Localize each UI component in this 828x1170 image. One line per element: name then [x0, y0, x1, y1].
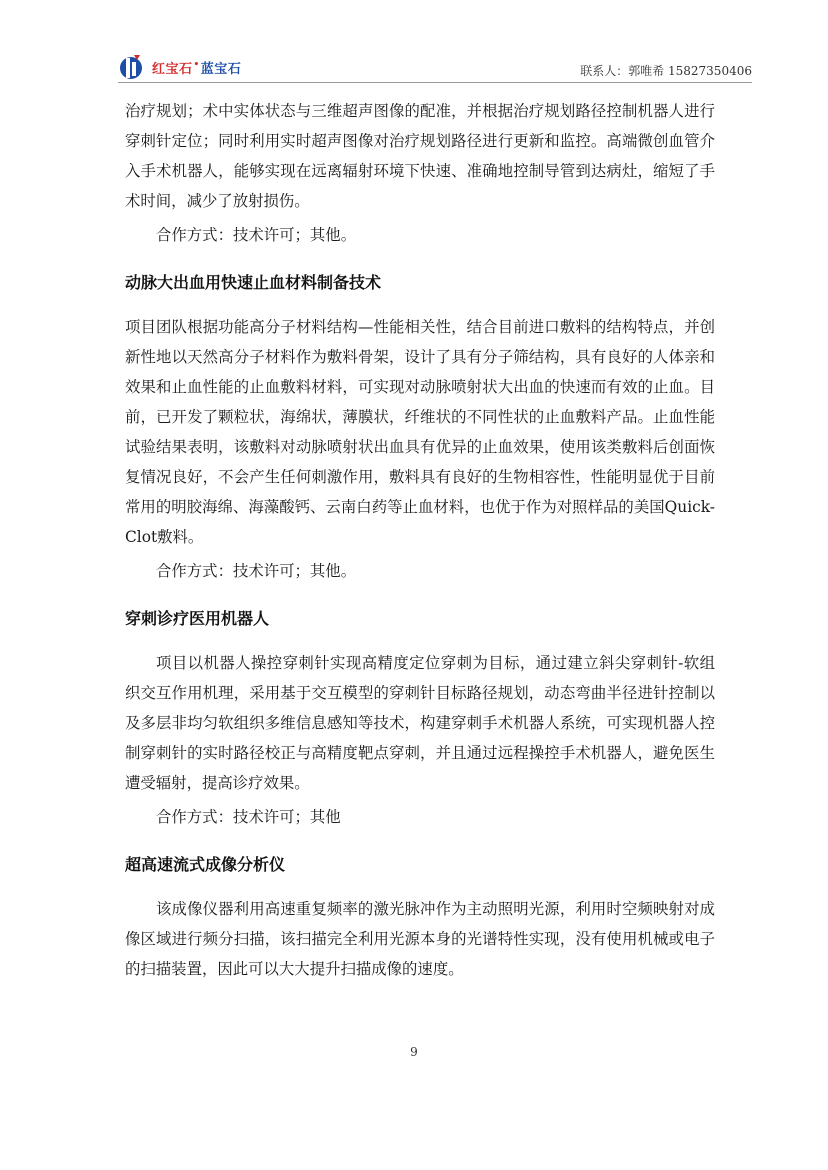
section-title-hemostatic: 动脉大出血用快速止血材料制备技术 — [125, 273, 382, 292]
company-logo — [118, 52, 241, 82]
header-divider — [118, 82, 752, 83]
puncture-paragraph: 项目以机器人操控穿刺针实现高精度定位穿刺为目标，通过建立斜尖穿刺针-软组织交互作用机理，采用基于交互模型的穿刺针目标路径规划，动态弯曲半径进针控制以及多层非均匀软组织多维信息感知等技术，构建穿刺手术机器人系统，可实现机器人控制穿刺针的实时路径校正与高精度靶点穿刺，并且通过远程操控手术机器人，避免医生遭受辐射，提高诊疗效果。 — [125, 654, 715, 792]
page-content — [125, 96, 715, 984]
logo-text-blue: 蓝宝石 — [200, 61, 242, 77]
hemostatic-cooperation: 合作方式：技术许可；其他。 — [156, 562, 357, 580]
logo-text — [152, 58, 241, 77]
page-number: 9 — [410, 1045, 418, 1059]
logo-text-red: 红宝石 — [152, 61, 193, 77]
contact-info: 联系人：郭唯希 15827350406 — [580, 64, 752, 78]
puncture-cooperation: 合作方式：技术许可；其他 — [156, 808, 341, 826]
imaging-paragraph: 该成像仪器利用高速重复频率的激光脉冲作为主动照明光源，利用时空频映射对成像区域进行频分扫描，该扫描完全利用光源本身的光谱特性实现，没有使用机械或电子的扫描装置，因此可以大大提升扫描成像的速度。 — [125, 900, 715, 978]
ruby-sapphire-logo-icon — [118, 53, 148, 81]
logo-dot: • — [193, 60, 200, 71]
section-title-imaging: 超高速流式成像分析仪 — [125, 855, 286, 874]
intro-paragraph: 治疗规划；术中实体状态与三维超声图像的配准，并根据治疗规划路径控制机器人进行穿刺针定位；同时利用实时超声图像对治疗规划路径进行更新和监控。高端微创血管介入手术机器人，能够实现在远离辐射环境下快速、准确地控制导管到达病灶，缩短了手术时间，减少了放射损伤。 — [125, 102, 715, 210]
hemostatic-paragraph: 项目团队根据功能高分子材料结构—性能相关性，结合目前进口敷料的结构特点，并创新性地以天然高分子材料作为敷料骨架，设计了具有分子筛结构，具有良好的人体亲和效果和止血性能的止血敷料材料，可实现对动脉喷射状大出血的快速而有效的止血。目前，已开发了颗粒状，海绵状，薄膜状，纤维状的不同性状的止血敷料产品。止血性能试验结果表明，该敷料对动脉喷射状出血具有优异的止血效果，使用该类敷料后创面恢复情况良好，不会产生任何刺激作用，敷料具有良好的生物相容性，性能明显优于目前常用的明胶海绵、海藻酸钙、云南白药等止血材料，也优于作为对照样品的美国Quick-Clot敷料。 — [125, 318, 715, 546]
intro-cooperation: 合作方式：技术许可；其他。 — [156, 226, 357, 244]
section-title-puncture: 穿刺诊疗医用机器人 — [125, 609, 270, 628]
page-header — [118, 52, 752, 82]
